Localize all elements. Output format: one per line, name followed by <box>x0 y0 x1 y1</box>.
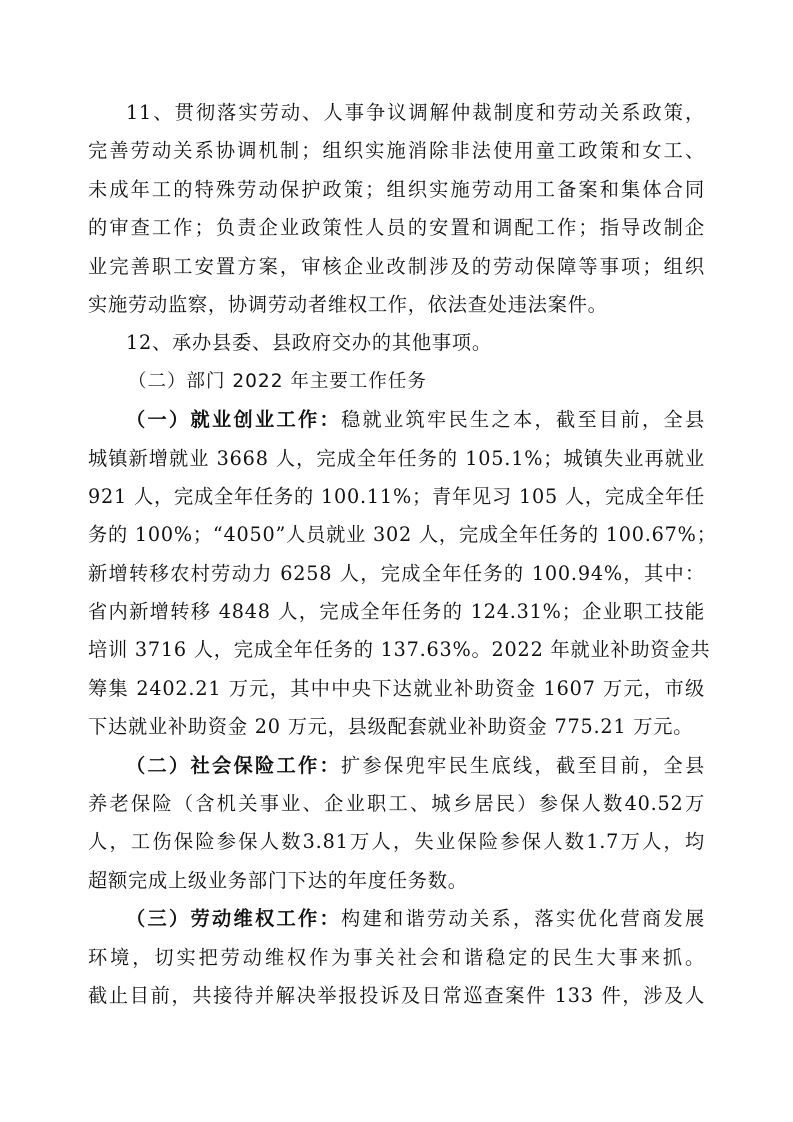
paragraph-text: 构建和谐劳动关系，落实优化营商发展 <box>341 907 706 931</box>
section-heading: （二）部门 2022 年主要工作任务 <box>128 370 427 392</box>
paragraph-line: 11、贯彻落实劳动、人事争议调解仲裁制度和劳动关系政策， <box>126 101 705 124</box>
paragraph-line: 新增转移农村劳动力 6258 人，完成全年任务的 100.94%，其中： <box>88 561 705 585</box>
paragraph-line <box>88 747 705 785</box>
paragraph-line: 城镇新增就业 3668 人，完成全年任务的 105.1%；城镇失业再就业 <box>88 446 705 470</box>
paragraph-line: 省内新增转移 4848 人，完成全年任务的 124.31%；企业职工技能 <box>88 600 705 624</box>
paragraph-line: 的审查工作；负责企业政策性人员的安置和调配工作；指导改制企 <box>88 216 705 240</box>
paragraph-line: 实施劳动监察，协调劳动者维权工作，依法查处违法案件。 <box>88 292 608 316</box>
paragraph-line <box>88 900 705 938</box>
paragraph-text: 扩参保兜牢民生底线，截至目前，全县 <box>341 753 706 777</box>
paragraph-line: 培训 3716 人，完成全年任务的 137.63%。2022 年就业补助资金共 <box>88 638 711 662</box>
paragraph-line: 921 人，完成全年任务的 100.11%；青年见习 105 人，完成全年任 <box>88 484 705 508</box>
paragraph-line: 养老保险（含机关事业、企业职工、城乡居民）参保人数40.52万 <box>88 792 705 816</box>
paragraph-line: 人，工伤保险参保人数3.81万人，失业保险参保人数1.7万人，均 <box>88 830 705 854</box>
paragraph-line: 筹集 2402.21 万元，其中中央下达就业补助资金 1607 万元，市级 <box>88 676 705 700</box>
paragraph-text: 稳就业筑牢民生之本，截至目前，全县 <box>341 408 706 432</box>
paragraph-line: 务的 100%；“4050”人员就业 302 人，完成全年任务的 100.67%； <box>88 523 717 547</box>
paragraph-line: 业完善职工安置方案，审核企业改制涉及的劳动保障等事项；组织 <box>88 254 705 278</box>
document-page <box>88 94 717 1015</box>
paragraph-line: 下达就业补助资金 20 万元，县级配套就业补助资金 775.21 万元。 <box>88 715 694 739</box>
subsection-title: （三）劳动维权工作： <box>126 907 342 931</box>
subsection-title: （一）就业创业工作： <box>126 408 342 432</box>
subsection-title: （二）社会保险工作： <box>126 753 342 777</box>
paragraph-line: 完善劳动关系协调机制；组织实施消除非法使用童工政策和女工、 <box>88 139 705 163</box>
paragraph-line: 截止目前，共接待并解决举报投诉及日常巡查案件 133 件，涉及人 <box>88 983 705 1007</box>
paragraph-line <box>88 401 705 439</box>
paragraph-line: 环境，切实把劳动维权作为事关社会和谐稳定的民生大事来抓。 <box>88 945 705 969</box>
paragraph-line: 超额完成上级业务部门下达的年度任务数。 <box>88 868 468 892</box>
paragraph-line: 12、承办县委、县政府交办的其他事项。 <box>126 331 492 355</box>
paragraph-line: 未成年工的特殊劳动保护政策；组织实施劳动用工备案和集体合同 <box>88 177 705 201</box>
